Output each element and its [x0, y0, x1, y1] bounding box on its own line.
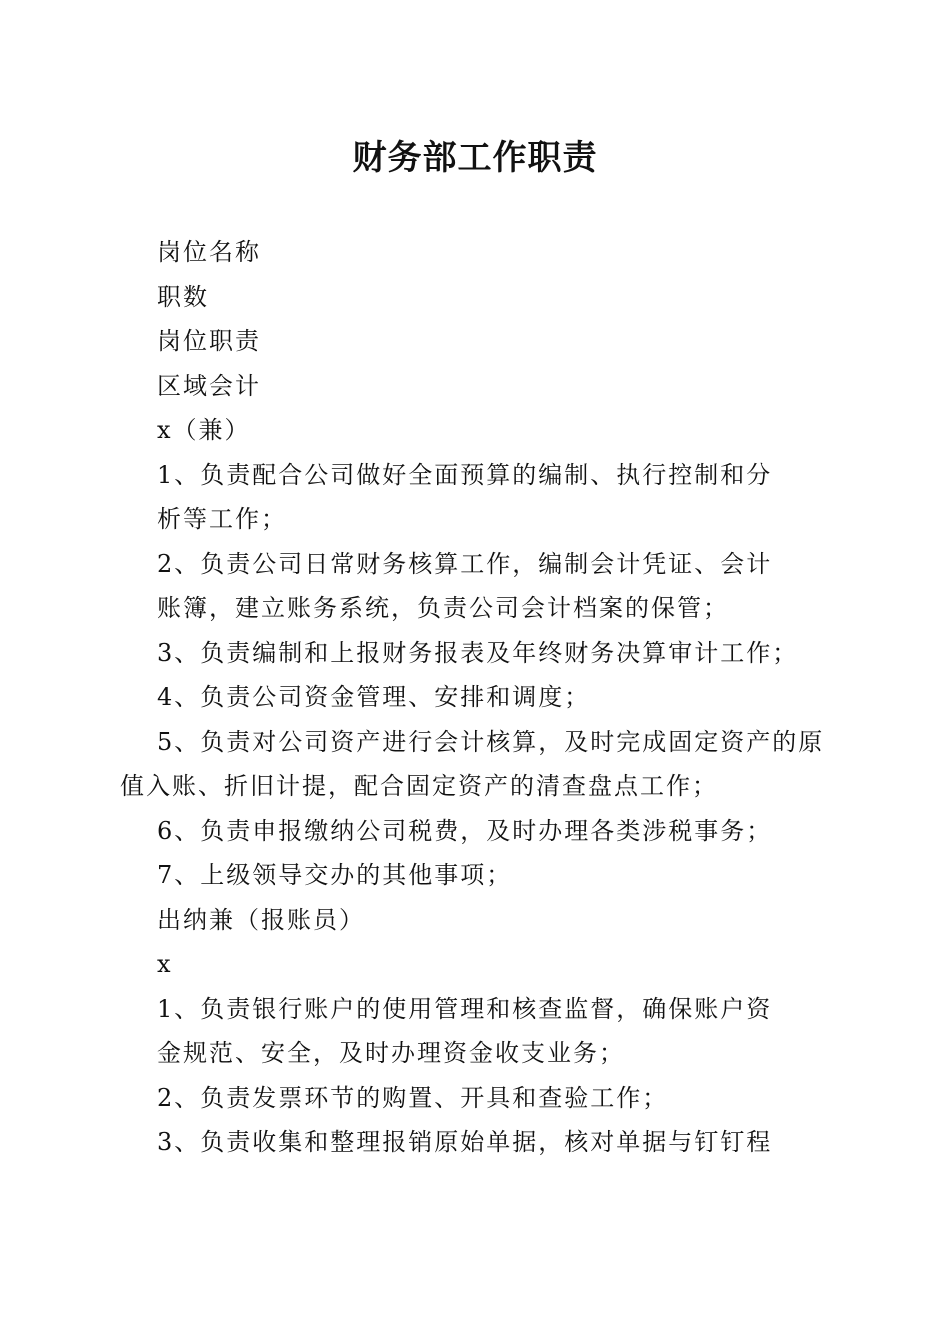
text-line: 出纳兼（报账员） [157, 905, 365, 934]
text-line: 区域会计 [157, 371, 261, 400]
text-line: x [157, 950, 173, 978]
text-line: 2、负责发票环节的购置、开具和查验工作； [157, 1083, 669, 1112]
document-body [120, 230, 840, 1165]
text-line: 1、负责配合公司做好全面预算的编制、执行控制和分 [157, 460, 773, 489]
text-line: 岗位名称 [157, 238, 261, 266]
text-line: 析等工作； [157, 505, 287, 533]
text-line: x（兼） [157, 416, 251, 444]
text-line: 2、负责公司日常财务核算工作，编制会计凭证、会计 [157, 549, 773, 578]
text-line: 3、负责编制和上报财务报表及年终财务决算审计工作； [157, 638, 799, 667]
text-line: 3、负责收集和整理报销原始单据，核对单据与钉钉程 [157, 1128, 773, 1156]
text-line: 岗位职责 [157, 327, 261, 355]
document-title: 财务部工作职责 [352, 138, 598, 178]
text-line: 账簿，建立账务系统，负责公司会计档案的保管； [157, 594, 729, 622]
text-line: 值入账、折旧计提，配合固定资产的清查盘点工作； [120, 772, 718, 800]
text-line: 4、负责公司资金管理、安排和调度； [157, 683, 591, 711]
text-line: 金规范、安全，及时办理资金收支业务； [157, 1039, 625, 1067]
text-line: 7、上级领导交办的其他事项； [157, 861, 513, 889]
text-line: 5、负责对公司资产进行会计核算，及时完成固定资产的原 [157, 727, 825, 756]
text-line: 1、负责银行账户的使用管理和核查监督，确保账户资 [157, 994, 773, 1023]
text-line: 6、负责申报缴纳公司税费，及时办理各类涉税事务； [157, 816, 773, 845]
text-line: 职数 [157, 282, 209, 311]
